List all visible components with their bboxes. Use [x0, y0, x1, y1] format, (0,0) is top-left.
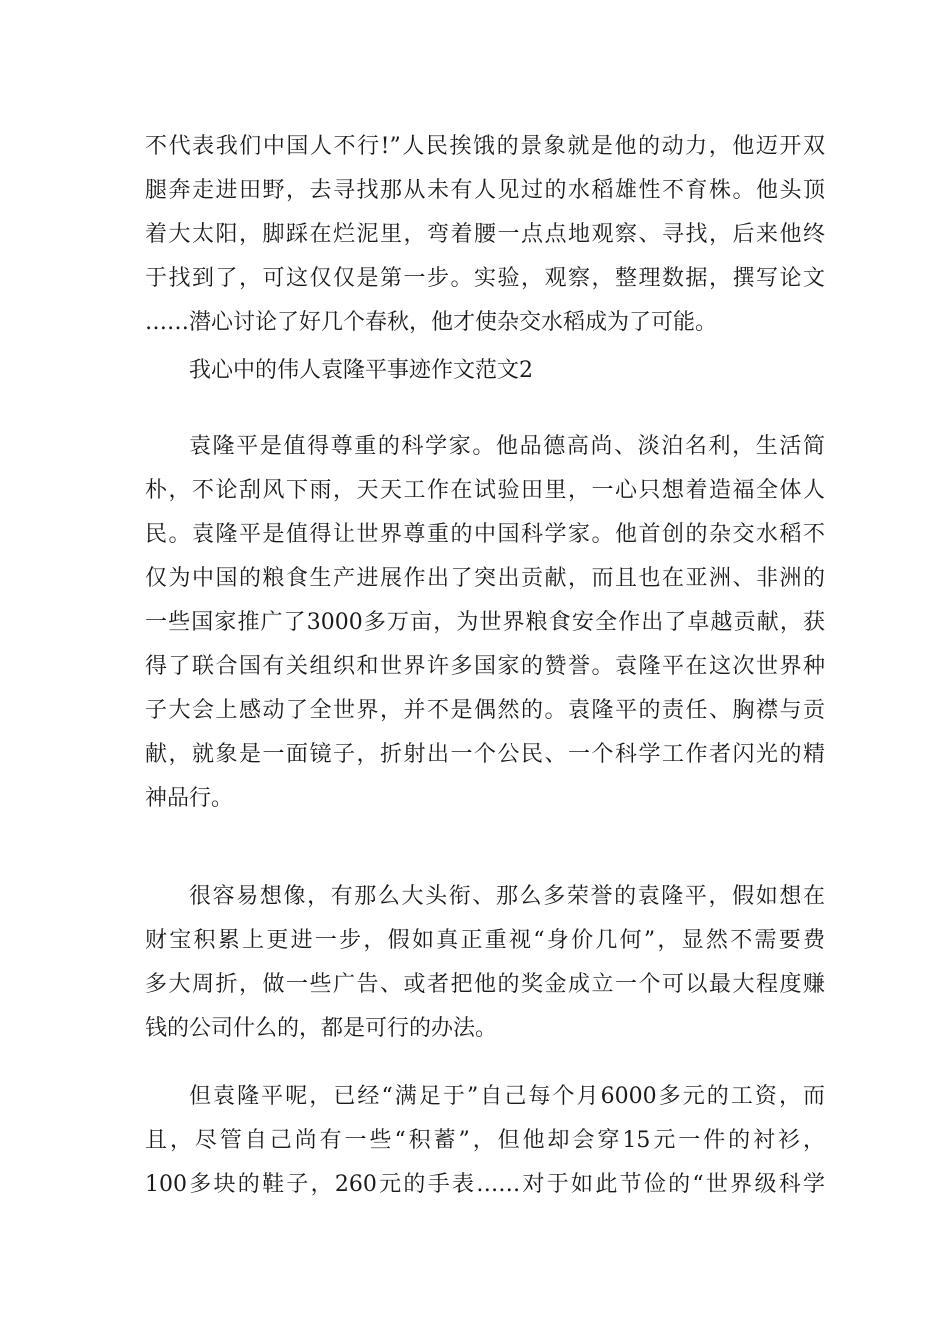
paragraph-line: 但袁隆平呢，已经“满足于”自己每个月6000多元的工资，而 — [189, 1084, 825, 1109]
paragraph-line: 神品行。 — [145, 786, 234, 811]
section-heading — [145, 349, 825, 393]
paragraph-line: 100多块的鞋子，260元的手表……对于如此节俭的“世界级科学 — [145, 1172, 825, 1197]
paragraph-line: 一些国家推广了3000多万亩，为世界粮食安全作出了卓越贡献，获 — [145, 610, 825, 635]
paragraph-line: 且，尽管自己尚有一些“积蓄”，但他却会穿15元一件的衬衫， — [145, 1128, 825, 1153]
paragraph-line: 钱的公司什么的，都是可行的办法。 — [145, 1016, 498, 1041]
paragraph-line: 于找到了，可这仅仅是第一步。实验，观察，整理数据，撰写论文 — [145, 266, 825, 291]
paragraph-3 — [145, 875, 825, 1051]
paragraph-line: 朴，不论刮风下雨，天天工作在试验田里，一心只想着造福全体人 — [145, 478, 825, 503]
paragraph-2 — [145, 425, 825, 821]
paragraph-line: 着大太阳，脚踩在烂泥里，弯着腰一点点地观察、寻找，后来他终 — [145, 222, 825, 247]
paragraph-line: 很容易想像，有那么大头衔、那么多荣誉的袁隆平，假如想在 — [189, 884, 825, 909]
paragraph-line: 仅为中国的粮食生产进展作出了突出贡献，而且也在亚洲、非洲的 — [145, 566, 825, 591]
paragraph-line: 财宝积累上更进一步，假如真正重视“身价几何”，显然不需要费 — [145, 928, 825, 953]
paragraph-line: 不代表我们中国人不行!”人民挨饿的景象就是他的动力，他迈开双 — [145, 134, 825, 159]
paragraph-line: 民。袁隆平是值得让世界尊重的中国科学家。他首创的杂交水稻不 — [145, 522, 825, 547]
paragraph-line: 子大会上感动了全世界，并不是偶然的。袁隆平的责任、胸襟与贡 — [145, 698, 825, 723]
paragraph-1 — [145, 125, 825, 345]
paragraph-4 — [145, 1075, 825, 1207]
paragraph-line: 多大周折，做一些广告、或者把他的奖金成立一个可以最大程度赚 — [145, 972, 825, 997]
paragraph-line: 袁隆平是值得尊重的科学家。他品德高尚、淡泊名利，生活简 — [189, 434, 825, 459]
heading-text: 我心中的伟人袁隆平事迹作文范文2 — [189, 358, 533, 383]
paragraph-line: 腿奔走进田野，去寻找那从未有人见过的水稻雄性不育株。他头顶 — [145, 178, 825, 203]
paragraph-line: ……潜心讨论了好几个春秋，他才使杂交水稻成为了可能。 — [145, 310, 718, 335]
paragraph-line: 得了联合国有关组织和世界许多国家的赞誉。袁隆平在这次世界种 — [145, 654, 825, 679]
paragraph-line: 献，就象是一面镜子，折射出一个公民、一个科学工作者闪光的精 — [145, 742, 825, 767]
